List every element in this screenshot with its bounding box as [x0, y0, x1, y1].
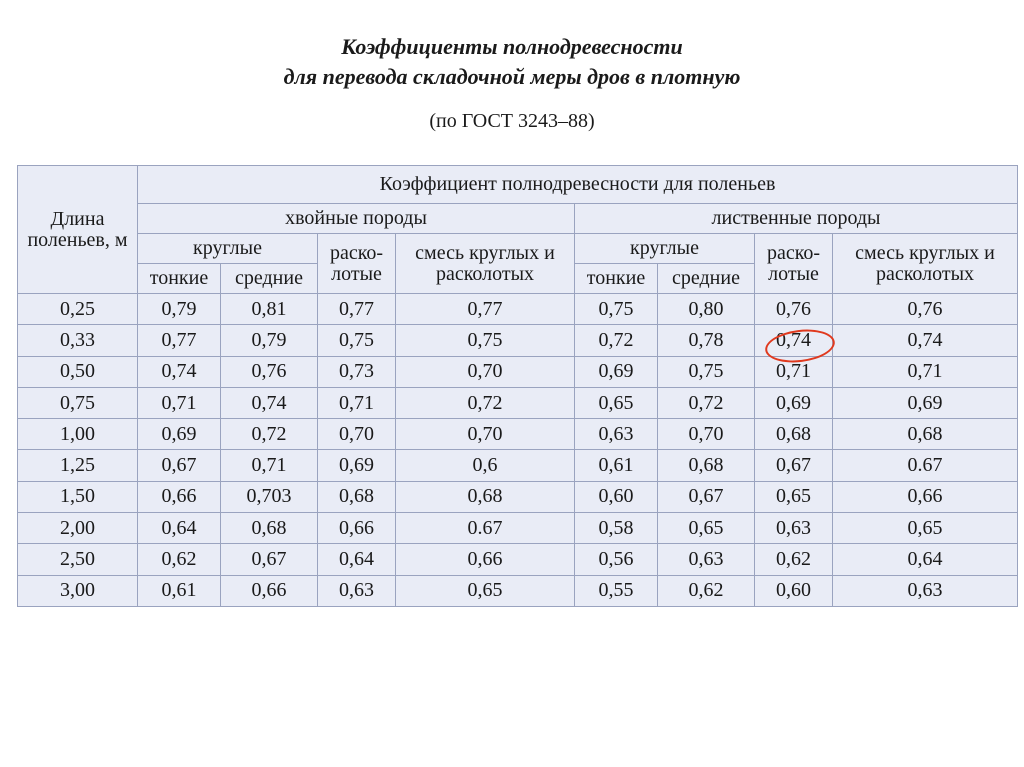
- table-row: [18, 513, 1018, 544]
- cell: 0,65: [833, 513, 1018, 544]
- cell: 0.67: [396, 513, 575, 544]
- cell: 0,77: [138, 325, 221, 356]
- cell: 0,63: [658, 544, 755, 575]
- cell: 0,71: [833, 356, 1018, 387]
- cell: 0,64: [318, 544, 396, 575]
- cell: 0,74: [221, 387, 318, 418]
- cell: 0,70: [396, 356, 575, 387]
- cell: 0.67: [833, 450, 1018, 481]
- cell: 0,66: [833, 481, 1018, 512]
- header-deciduous: лиственные породы: [575, 204, 1018, 234]
- header-deciduous-medium: средние: [658, 264, 755, 294]
- cell: 0,703: [221, 481, 318, 512]
- header-coniferous-split: раско-лотые: [318, 234, 396, 294]
- cell: 0,71: [755, 356, 833, 387]
- table-row: [18, 544, 1018, 575]
- cell: 0,74: [833, 325, 1018, 356]
- cell: 0,76: [221, 356, 318, 387]
- title-line-1: Коэффициенты полнодревесности: [341, 34, 683, 59]
- cell: 0,62: [658, 575, 755, 606]
- table-row: [18, 575, 1018, 606]
- cell: 0,62: [755, 544, 833, 575]
- header-deciduous-mix: смесь круглых и расколотых: [833, 234, 1018, 294]
- cell: 0,69: [575, 356, 658, 387]
- cell: 0,60: [575, 481, 658, 512]
- cell: 0,68: [658, 450, 755, 481]
- table-row: [18, 356, 1018, 387]
- cell: 0,66: [221, 575, 318, 606]
- cell: 0,68: [833, 419, 1018, 450]
- cell: 0,6: [396, 450, 575, 481]
- cell: 0,75: [396, 325, 575, 356]
- cell: 0,66: [318, 513, 396, 544]
- cell: 0,65: [575, 387, 658, 418]
- cell: 0,77: [318, 294, 396, 325]
- header-deciduous-split: раско-лотые: [755, 234, 833, 294]
- header-coniferous-thin: тонкие: [138, 264, 221, 294]
- cell: 2,50: [18, 544, 138, 575]
- cell: 0,63: [833, 575, 1018, 606]
- cell: 0,66: [396, 544, 575, 575]
- cell: 0,75: [318, 325, 396, 356]
- cell: 0,67: [138, 450, 221, 481]
- cell: 0,77: [396, 294, 575, 325]
- cell: 0,66: [138, 481, 221, 512]
- cell: 0,72: [658, 387, 755, 418]
- cell: 0,78: [658, 325, 755, 356]
- cell: 0,68: [221, 513, 318, 544]
- header-coniferous: хвойные породы: [138, 204, 575, 234]
- cell: 0,63: [318, 575, 396, 606]
- cell: 0,72: [221, 419, 318, 450]
- cell: 0,69: [138, 419, 221, 450]
- cell: 0,56: [575, 544, 658, 575]
- cell: 0,74: [138, 356, 221, 387]
- cell: 0,70: [396, 419, 575, 450]
- table-body: [18, 294, 1018, 607]
- cell: 0,63: [755, 513, 833, 544]
- cell: 0,67: [221, 544, 318, 575]
- cell: 0,64: [138, 513, 221, 544]
- cell: 0,70: [658, 419, 755, 450]
- header-coefficient: Коэффициент полнодревесности для поленьев: [138, 166, 1018, 204]
- header-deciduous-thin: тонкие: [575, 264, 658, 294]
- cell: 0,62: [138, 544, 221, 575]
- cell: 0,71: [318, 387, 396, 418]
- cell: 0,75: [575, 294, 658, 325]
- table-row: [18, 294, 1018, 325]
- cell: 0,71: [138, 387, 221, 418]
- cell: 0,50: [18, 356, 138, 387]
- cell: 0,33: [18, 325, 138, 356]
- cell: 2,00: [18, 513, 138, 544]
- cell: 0,61: [575, 450, 658, 481]
- cell: 0,68: [396, 481, 575, 512]
- table-row: [18, 387, 1018, 418]
- cell: 0,69: [833, 387, 1018, 418]
- cell: 0,68: [318, 481, 396, 512]
- cell: 0,65: [396, 575, 575, 606]
- cell: 0,72: [575, 325, 658, 356]
- cell: 0,69: [755, 387, 833, 418]
- cell: 0,58: [575, 513, 658, 544]
- cell: 0,64: [833, 544, 1018, 575]
- cell: 0,68: [755, 419, 833, 450]
- subtitle: (по ГОСТ 3243–88): [429, 110, 595, 132]
- cell: 0,25: [18, 294, 138, 325]
- header-coniferous-round: круглые: [138, 234, 318, 264]
- cell: 0,81: [221, 294, 318, 325]
- cell: 0,71: [221, 450, 318, 481]
- cell: 0,75: [658, 356, 755, 387]
- header-deciduous-round: круглые: [575, 234, 755, 264]
- cell: 0,80: [658, 294, 755, 325]
- cell-highlighted: 0,74: [755, 325, 833, 356]
- cell: 0,79: [221, 325, 318, 356]
- table-row: [18, 419, 1018, 450]
- header-length: Длина поленьев, м: [18, 166, 138, 294]
- cell: 0,73: [318, 356, 396, 387]
- header-coniferous-mix: смесь круглых и расколотых: [396, 234, 575, 294]
- cell: 0,67: [658, 481, 755, 512]
- coefficient-table: [17, 165, 1018, 607]
- cell: 0,63: [575, 419, 658, 450]
- table-header: [18, 166, 1018, 294]
- cell: 0,72: [396, 387, 575, 418]
- cell: 0,55: [575, 575, 658, 606]
- cell: 0,79: [138, 294, 221, 325]
- cell: 0,65: [755, 481, 833, 512]
- cell: 0,76: [833, 294, 1018, 325]
- table-row: [18, 481, 1018, 512]
- cell: 3,00: [18, 575, 138, 606]
- header-coniferous-medium: средние: [221, 264, 318, 294]
- cell: 1,25: [18, 450, 138, 481]
- cell: 0,65: [658, 513, 755, 544]
- cell: 0,69: [318, 450, 396, 481]
- cell: 1,50: [18, 481, 138, 512]
- cell: 0,75: [18, 387, 138, 418]
- table-row: [18, 325, 1018, 356]
- cell: 0,76: [755, 294, 833, 325]
- title-line-2: для перевода складочной меры дров в плотную: [283, 64, 741, 89]
- cell: 0,60: [755, 575, 833, 606]
- cell: 0,67: [755, 450, 833, 481]
- cell: 0,70: [318, 419, 396, 450]
- table-row: [18, 450, 1018, 481]
- cell: 0,61: [138, 575, 221, 606]
- cell: 1,00: [18, 419, 138, 450]
